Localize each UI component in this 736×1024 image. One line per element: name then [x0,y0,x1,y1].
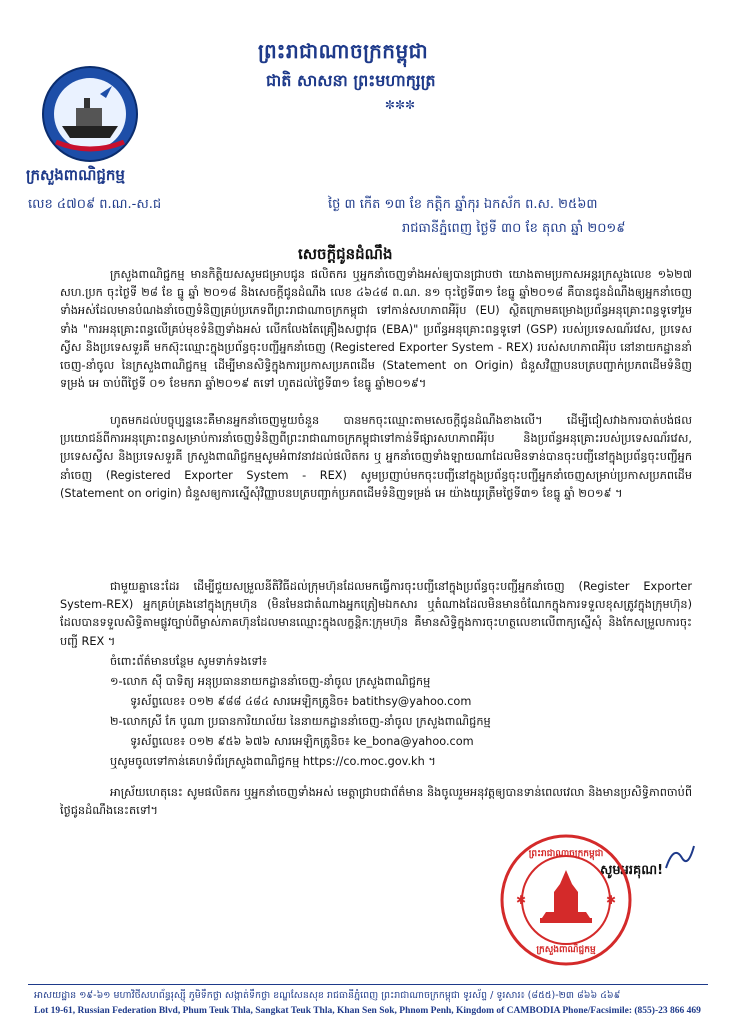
footer-divider [28,984,708,985]
document-title: សេចក្តីជូនដំណឹង [298,245,393,263]
signature-mark [660,838,700,878]
paragraph-2: ហូតមកដល់បច្ចុប្បន្ននេះគឺមានអ្នកនាំចេញមួយចំនួន បានមកចុះឈ្មោះតាមសេចក្តីជូនដំណឹងខាងលើ។ ដើម្បីជៀសវាងការបាត់បង់ផលប្រយោជន៍ពីការអនុគ្រោះពន្ធសម្រាប់ការនាំចេញទំនិញពីព្រះរាជាណាចក្រកម្ពុជាទៅកាន់ទីផ្សារសហភាពអឺរ៉ុប និងប្រព័ន្ធអនុគ្រោះរបស់ប្រទេសណ័រវេស, ប្រទេសស្វីស និងប្រទេសទួរគី ក្រសួងពាណិជ្ជកម្មសូមអំពាវនាវដល់ផលិតករ ឬ អ្នកនាំចេញទាំងឡាយណាដែលមិនទាន់បានចុះបញ្ជីនៅក្នុងប្រព័ន្ធចុះបញ្ជីអ្នកនាំចេញ (Registered Exporter System - REX) សូមប្រញាប់មកចុះបញ្ជីនៅក្នុងប្រព័ន្ធចុះបញ្ជីអ្នកនាំចេញសម្រាប់ប្រកាសប្រភពដើម (Statement on origin) ជំនួសឲ្យការស្នើសុំវិញ្ញាបនបត្របញ្ជាក់ប្រភពដើមទំនិញទម្រង់ អេ យ៉ាងយូរត្រឹមថ្ងៃទី៣១ ខែធ្នូ ឆ្នាំ ២០១៩ ។ [60,414,692,500]
contact-1-name: ១-លោក ស៊ី បាទិត្យ អនុប្រធាននាយកដ្ឋាននាំចេញ-នាំចូល ក្រសួងពាណិជ្ជកម្ម [110,675,431,688]
motto-ornament: ✼✼✼ [384,98,416,112]
stamp-top-text: ព្រះរាជាណាចក្រកម្ពុជា [528,849,604,859]
reference-number: លេខ ៤៧០៩ ព.ណ.-ស.ជ [28,197,162,212]
contact-1-details: ទូរស័ព្ទលេខ៖ ០១២ ៩៨៨ ៤៨៤ សារអេឡិកត្រូនិច៖ batithsy@yahoo.com [130,695,472,708]
lunar-date: ថ្ងៃ ៣ កើត ១៣ ខែ កត្តិក ឆ្នាំកុរ ឯកស័ក ព.ស. ២៥៦៣ [328,197,598,212]
ministry-name: ក្រសួងពាណិជ្ជកម្ម [26,166,125,184]
footer-address-km: អាសយដ្ឋាន ១៩-៦១ មហាវិថីសហព័ន្ធរុស្ស៊ី ភូមិទឹកថ្លា សង្កាត់ទឹកថ្លា ខណ្ឌសែនសុខ រាជធានីភ្នំពេញ ព្រះរាជាណាចក្រកម្ពុជា ទូរស័ព្ទ / ទូរសារ៖ (៨៥៥)-២៣ ៨៦៦ ៤៦៩ [34,990,621,1001]
signoff: សូមអរគុណ! [600,863,664,878]
closing-paragraph: អាស្រ័យហេតុនេះ សូមផលិតករ ឬអ្នកនាំចេញទាំងអស់ មេត្តាជ្រាបជាព័ត៌មាន និងចូលរួមអនុវត្តឲ្យបានទាន់ពេលវេលា និងមានប្រសិទ្ធិភាពចាប់ពីថ្ងៃជូនដំណឹងនេះតទៅ។ [60,786,692,818]
contact-2-details: ទូរស័ព្ទលេខ៖ ០១២ ៩៥៦ ៦៧៦ សារអេឡិកត្រូនិច៖ ke_bona@yahoo.com [130,735,474,748]
contact-intro: ចំពោះព័ត៌មានបន្ថែម សូមទាក់ទងទៅ៖ [110,655,267,668]
ministry-logo [40,64,140,164]
paragraph-1: ក្រសួងពាណិជ្ជកម្ម មានកិត្តិយសសូមជម្រាបជូន ផលិតករ ឬអ្នកនាំចេញទាំងអស់ឲ្យបានជ្រាបថា យោងតាមប្រកាសអន្តរក្រសួងលេខ ១៦២៧ សហ.ប្រក ចុះថ្ងៃទី ២៨ ខែ ធ្នូ ឆ្នាំ ២០១៨ និងសេចក្តីជូនដំណឹង លេខ ៤៦៤៨ ព.ណ. ន១ ចុះថ្ងៃទី៣១ ខែធ្នូ ឆ្នាំ២០១៨ គឺបានជូនដំណឹងឲ្យអ្នកនាំចេញទាំងអស់ដែលមានបំណងនាំចេញទំនិញគ្រប់ប្រភេទពីព្រះរាជាណាចក្រកម្ពុជា ទៅកាន់សហភាពអឺរ៉ុប (EU) ស្ថិតក្រោមគម្រោងប្រព័ន្ធអនុគ្រោះពន្ធទូទៅរួមទាំង "ការអនុគ្រោះពន្ធលើគ្រប់មុខទំនិញទាំងអស់ លើកលែងតែគ្រឿងសព្វាវុធ (EBA)" ប្រព័ន្ធអនុគ្រោះពន្ធទូទៅ (GSP) របស់ប្រទេសណ័រវេស, ប្រទេសស្វីស និងប្រទេសទួរគី មកស៊ុះឈ្មោះក្នុងប្រព័ន្ធចុះបញ្ជីអ្នកនាំចេញ (Registered Exporter System - REX) របស់សហភាពអឺរ៉ុប នៅនាយកដ្ឋាននាំចេញ-នាំចូល នៃក្រសួងពាណិជ្ជកម្ម ដើម្បីមានសិទ្ធិក្នុងការប្រកាសប្រភពដើម (Statement on Origin) ជំនួសវិញ្ញាបនបត្របញ្ជាក់ប្រភពដើមទំនិញទម្រង់ អេ ចាប់ពីថ្ងៃទី ០១ ខែមករា ឆ្នាំ២០១៩ តទៅ ហូតដល់ថ្ងៃទី៣១ ខែធ្នូ ឆ្នាំ២០១៩។ [60,268,692,391]
svg-text:✱: ✱ [516,893,527,907]
contact-2-name: ២-លោកស្រី កែ បូណា ប្រធានការិយាល័យ នៃនាយកដ្ឋាននាំចេញ-នាំចូល ក្រសួងពាណិជ្ជកម្ម [110,715,491,728]
footer-address-en: Lot 19-61, Russian Federation Blvd, Phum Teuk Thla, Sangkat Teuk Thla, Khan Sen Sok, Phnom Penh, Kingdom of CAMBODIA Phone/Facsimile: (855)-23 866 469 [34,1006,701,1016]
svg-text:✱: ✱ [606,893,617,907]
paragraph-3: ជាមួយគ្នានេះដែរ ដើម្បីជួយសម្រួលនីតិវិធីដល់ក្រុមហ៊ុនដែលមកធ្វើការចុះបញ្ជីនៅក្នុងប្រព័ន្ធចុះបញ្ជីអ្នកនាំចេញ (Register Exporter System-REX) អ្នកគ្រប់គ្រងនៅក្នុងក្រុមហ៊ុន (មិនមែនជាតំណាងអ្នកត្រៀមឯកសារ ឬតំណាងដែលមិនមានចំណែកក្នុងការទទួលខុសត្រូវក្នុងក្រុមហ៊ុន) ដែលបានទទួលសិទ្ធិតាមផ្លូវច្បាប់ពីម្ចាស់ភាគហ៊ុនដែលមានឈ្មោះក្នុងលក្ខន្តិកៈក្រុមហ៊ុន គឺមានសិទ្ធិក្នុងការចុះហត្ថលេខាលើពាក្យស្នើសុំ និងកែសម្រួលការចុះបញ្ជី REX ។ [60,580,692,648]
city-date: រាជធានីភ្នំពេញ ថ្ងៃទី ៣០ ខែ តុលា ឆ្នាំ ២០១៩ [402,221,626,236]
stamp-bottom-text: ក្រសួងពាណិជ្ជកម្ម [536,945,596,955]
website-line: ឬសូមចូលទៅកាន់គេហទំព័រក្រសួងពាណិជ្ជកម្ម https://co.moc.gov.kh ។ [110,755,436,768]
national-motto: ជាតិ សាសនា ព្រះមហាក្សត្រ [266,71,436,90]
kingdom-title: ព្រះរាជាណាចក្រកម្ពុជា [258,39,429,63]
